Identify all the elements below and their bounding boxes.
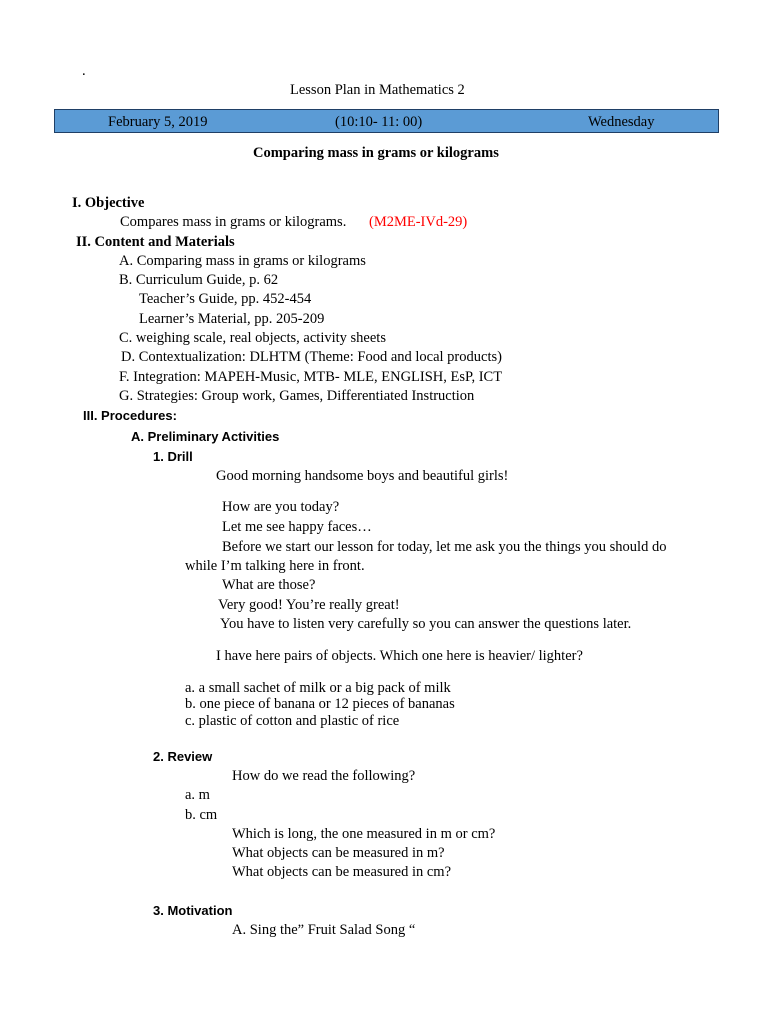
drill-choice-b: b. one piece of banana or 12 pieces of bananas	[185, 696, 455, 712]
drill-line: How are you today?	[222, 499, 340, 515]
drill-line: Good morning handsome boys and beautiful girls!	[216, 468, 509, 484]
drill-line: I have here pairs of objects. Which one here is heavier/ lighter?	[216, 648, 583, 664]
drill-line: Let me see happy faces…	[222, 519, 372, 535]
objective-text: Compares mass in grams or kilograms.	[120, 214, 347, 230]
drill-choice-a: a. a small sachet of milk or a big pack of milk	[185, 680, 451, 696]
review-heading: 2. Review	[153, 749, 213, 764]
date-bar	[54, 109, 719, 133]
review-item-b: b. cm	[185, 807, 218, 823]
lesson-day: Wednesday	[588, 114, 655, 130]
drill-line: What are those?	[222, 577, 316, 593]
motivation-heading: 3. Motivation	[153, 903, 233, 918]
content-item-d: D. Contextualization: DLHTM (Theme: Food and local products)	[121, 349, 502, 365]
lesson-time: (10:10- 11: 00)	[335, 114, 423, 130]
drill-line: Before we start our lesson for today, let me ask you the things you should do	[222, 539, 667, 555]
drill-heading: 1. Drill	[153, 449, 193, 464]
drill-line: while I’m talking here in front.	[185, 558, 365, 574]
review-line: How do we read the following?	[232, 768, 416, 784]
review-line: What objects can be measured in cm?	[232, 864, 452, 880]
drill-choice-c: c. plastic of cotton and plastic of rice	[185, 713, 400, 729]
drill-line: Very good! You’re really great!	[218, 597, 400, 613]
lesson-topic: Comparing mass in grams or kilograms	[253, 145, 499, 161]
content-item-learners-material: Learner’s Material, pp. 205-209	[139, 311, 325, 327]
motivation-line: A. Sing the” Fruit Salad Song “	[232, 922, 416, 938]
drill-line: You have to listen very carefully so you can answer the questions later.	[220, 616, 632, 632]
content-item-teachers-guide: Teacher’s Guide, pp. 452-454	[139, 291, 312, 307]
content-item-a: A. Comparing mass in grams or kilograms	[119, 253, 366, 269]
procedures-heading: III. Procedures:	[83, 408, 177, 423]
review-line: Which is long, the one measured in m or cm?	[232, 826, 496, 842]
content-heading: II. Content and Materials	[76, 234, 235, 250]
content-item-c: C. weighing scale, real objects, activity sheets	[119, 330, 386, 346]
objective-code: (M2ME-IVd-29)	[369, 214, 468, 230]
stray-dot: .	[82, 63, 86, 79]
content-item-b: B. Curriculum Guide, p. 62	[119, 272, 279, 288]
objective-heading: I. Objective	[72, 195, 145, 211]
review-line: What objects can be measured in m?	[232, 845, 445, 861]
document-title: Lesson Plan in Mathematics 2	[290, 82, 465, 98]
preliminary-activities-heading: A. Preliminary Activities	[131, 429, 280, 444]
content-item-f: F. Integration: MAPEH-Music, MTB- MLE, ENGLISH, EsP, ICT	[119, 369, 503, 385]
lesson-date: February 5, 2019	[108, 114, 208, 130]
review-item-a: a. m	[185, 787, 210, 803]
content-item-g: G. Strategies: Group work, Games, Differentiated Instruction	[119, 388, 475, 404]
